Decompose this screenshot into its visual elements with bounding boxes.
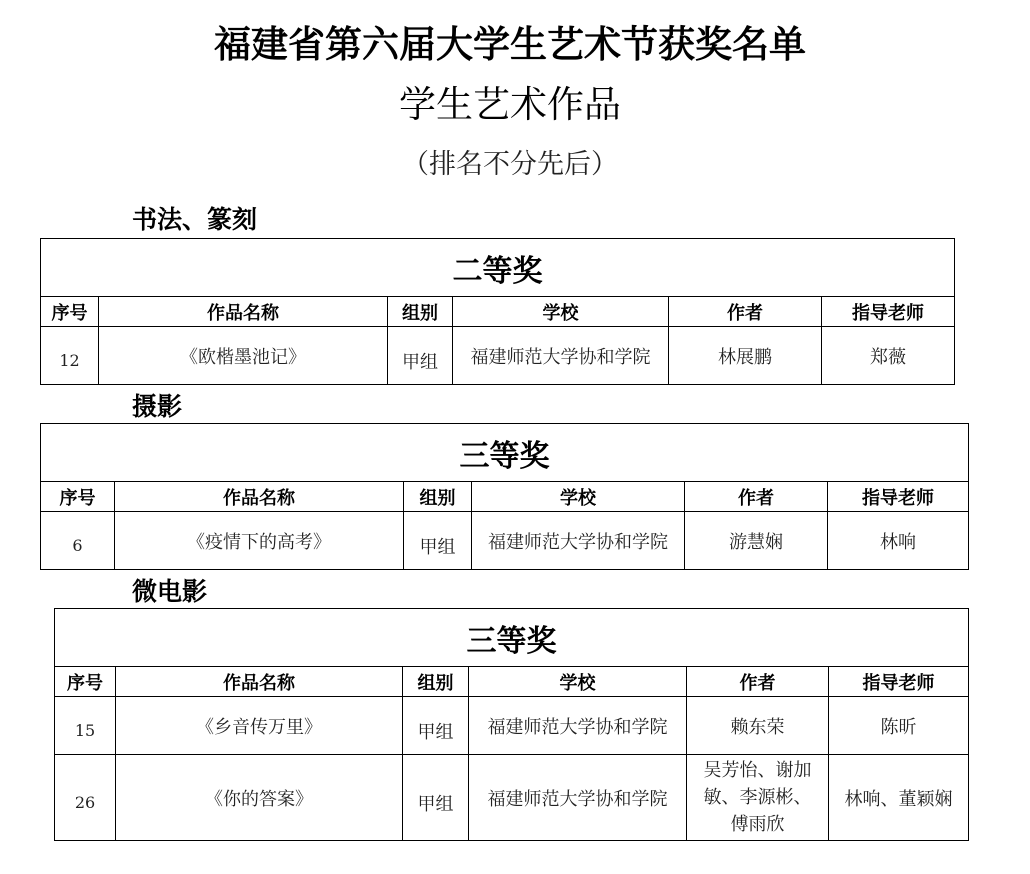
document-title: 福建省第六届大学生艺术节获奖名单 xyxy=(214,23,806,66)
cell-group: 甲组 xyxy=(403,755,469,841)
col-header-work: 作品名称 xyxy=(115,482,404,512)
cell-index: 15 xyxy=(55,697,116,755)
col-header-author: 作者 xyxy=(669,297,822,327)
cell-group: 甲组 xyxy=(403,697,469,755)
table-row xyxy=(41,512,969,570)
cell-work: 《你的答案》 xyxy=(116,755,403,841)
section-title-photography: 摄影 xyxy=(132,392,183,421)
cell-index: 6 xyxy=(41,512,115,570)
cell-advisor: 林响、董颖娴 xyxy=(829,755,969,841)
cell-work: 《疫情下的高考》 xyxy=(115,512,404,570)
col-header-advisor: 指导老师 xyxy=(822,297,955,327)
col-header-index: 序号 xyxy=(55,667,116,697)
col-header-advisor: 指导老师 xyxy=(828,482,969,512)
award-table-micro-film xyxy=(54,608,969,841)
prize-level: 三等奖 xyxy=(55,609,969,667)
cell-group: 甲组 xyxy=(404,512,472,570)
prize-level: 三等奖 xyxy=(41,424,969,482)
award-table-calligraphy xyxy=(40,238,955,385)
table-row xyxy=(55,697,969,755)
col-header-author: 作者 xyxy=(685,482,828,512)
cell-work: 《欧楷墨池记》 xyxy=(99,327,388,385)
cell-author: 林展鹏 xyxy=(669,327,822,385)
cell-author: 赖东荣 xyxy=(687,697,829,755)
col-header-school: 学校 xyxy=(472,482,685,512)
col-header-work: 作品名称 xyxy=(116,667,403,697)
cell-school: 福建师范大学协和学院 xyxy=(472,512,685,570)
table-row xyxy=(55,755,969,841)
col-header-group: 组别 xyxy=(404,482,472,512)
cell-work: 《乡音传万里》 xyxy=(116,697,403,755)
cell-school: 福建师范大学协和学院 xyxy=(469,755,687,841)
ranking-note: （排名不分先后） xyxy=(402,149,618,180)
col-header-school: 学校 xyxy=(453,297,669,327)
col-header-work: 作品名称 xyxy=(99,297,388,327)
cell-group: 甲组 xyxy=(388,327,453,385)
document-subtitle: 学生艺术作品 xyxy=(399,83,621,126)
cell-school: 福建师范大学协和学院 xyxy=(469,697,687,755)
col-header-index: 序号 xyxy=(41,482,115,512)
cell-author: 吴芳怡、谢加敏、李源彬、傅雨欣 xyxy=(687,755,829,841)
cell-advisor: 郑薇 xyxy=(822,327,955,385)
cell-advisor: 陈昕 xyxy=(829,697,969,755)
award-table-photography xyxy=(40,423,969,570)
col-header-index: 序号 xyxy=(41,297,99,327)
col-header-school: 学校 xyxy=(469,667,687,697)
col-header-author: 作者 xyxy=(687,667,829,697)
col-header-group: 组别 xyxy=(388,297,453,327)
cell-index: 26 xyxy=(55,755,116,841)
cell-advisor: 林响 xyxy=(828,512,969,570)
cell-author: 游慧娴 xyxy=(685,512,828,570)
cell-school: 福建师范大学协和学院 xyxy=(453,327,669,385)
section-title-calligraphy: 书法、篆刻 xyxy=(132,205,258,234)
col-header-group: 组别 xyxy=(403,667,469,697)
section-title-micro-film: 微电影 xyxy=(132,577,208,606)
col-header-advisor: 指导老师 xyxy=(829,667,969,697)
prize-level: 二等奖 xyxy=(41,239,955,297)
table-row xyxy=(41,327,955,385)
cell-index: 12 xyxy=(41,327,99,385)
